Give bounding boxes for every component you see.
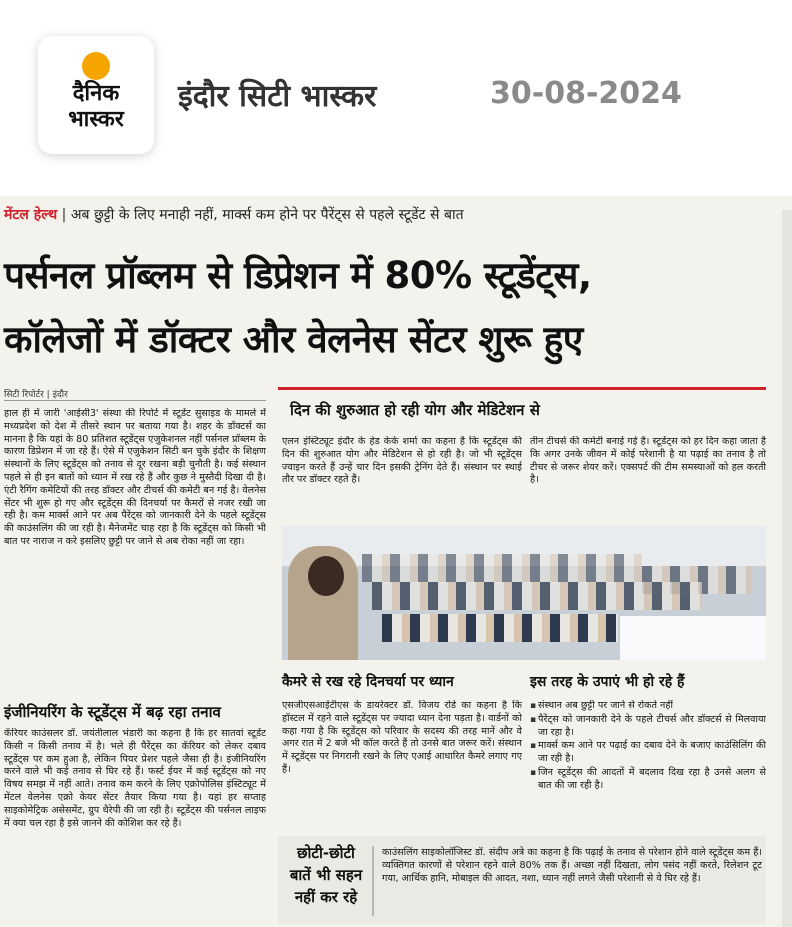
article-body-allen: एलन इंस्टिट्यूट इंदौर के हेड केके शर्मा का कहना है कि स्टूडेंट्स की दिन की शुरुआत योग और मेडिटेशन से हो रही है। जो भी स्टूडेंट्स ज्वाइन करते हैं उन्हें चार दिन इसकी ट्रेनिंग देते हैं। संस्थान पर स्थाई तौर पर डॉक्टर रहते हैं। [282,436,522,486]
quote-title-line-2: बातें भी सहन [289,866,363,884]
headline-line-1: पर्सनल प्रॉब्लम से डिप्रेशन में 80% स्टूडेंट्स, [4,254,592,297]
logo-text-line1: दैनिक [72,81,120,106]
byline: सिटी रिपोर्टर | इंदौर [4,390,68,400]
byline-divider [4,400,266,401]
list-item: ▪ संस्थान अब छुट्टी पर जाने से रोकते नहीं [530,700,766,713]
students-row [362,554,642,582]
article-body-engineering: कॅरियर काउंसलर डॉ. जयंतीलाल भंडारी का कहना है कि हर सातवां स्टूडेंट किसी न किसी तनाव में है। भले ही पैरेंट्स का कॅरियर को लेकर दबाव स्टूडेंट्स पर कम हुआ है, लेकिन पियर प्रेशर पहले जैसा ही है। इंजीनियरिंग करने वाले भी कई तनाव से घिर रहे हैं। फर्स्ट ईयर में कई स्टूडेंट्स को नए विषय समझ में नहीं आते। तनाव कम करने के लिए एक्रोपोलिस इंस्टिट्यूट में मेंटल वेलनेस एक्रो केयर सेंटर तैयार किया गया है। यहां हर सप्ताह साइकोमेट्रिक असेसमेंट, ग्रुप थैरेपी की जा रही है। स्टूडेंट्स की पर्सनल लाइफ में क्या चल रहा है इसे जानने की कोशिश कर रहे हैं। [4,728,266,829]
dainik-bhaskar-logo[interactable] [38,36,154,154]
box-title: दिन की शुरुआत हो रही योग और मेडिटेशन से [290,401,540,419]
instructor-head [308,556,344,596]
page-edge [782,210,792,927]
logo-text-line2: भास्कर [68,107,124,132]
quote-divider [372,846,374,916]
list-item: ▪ पैरेंट्स को जानकारी देने के पहले टीचर्स और डॉक्टर्स से मिलवाया जा रहा है। [530,714,766,740]
kicker-separator: | [61,207,67,223]
quote-title-line-1: छोटी-छोटी [297,844,355,862]
list-item: ▪ जिन स्टूडेंट्स की आदतों में बदलाव दिख रहा है उनसे अलग से बात की जा रही है। [530,767,766,793]
edition-date: 30-08-2024 [490,76,682,111]
subheading-camera: कैमरे से रख रहे दिनचर्या पर ध्यान [282,674,454,690]
list-item: ▪ मार्क्स कम आने पर पढ़ाई का दबाव देने के बजाए काउंसिलिंग की जा रही है। [530,740,766,766]
app-header [0,0,792,188]
sun-logo-icon [82,52,110,80]
classroom-photo [282,526,766,660]
article-body-intro: हाल ही में जारी 'आईसी3' संस्था की रिपोर्ट में स्टूडेंट सुसाइड के मामले में मध्यप्रदेश को देश में तीसरे स्थान पर बताया गया है। शहर के डॉक्टर्स का मानना है कि यहां के 80 प्रतिशत स्टूडेंट्स एजुकेशनल नहीं पर्सनल प्रॉब्लम के कारण डिप्रेशन में जा रहे हैं। ऐसे में एजुकेशन सिटी बन चुके इंदौर के शिक्षण संस्थानों के लिए स्टूडेंट्स को तनाव से दूर रखना बड़ी चुनौती है। कई संस्थान पहले से ही इन बातों को ध्यान में रख रहे हैं और कुछ ने मुस्तैदी दिखा दी है। एंटी रैगिंग कमेटियों की तरह डॉक्टर और टीचर्स की कमेटी बन गई है। वेलनेस सेंटर भी शुरू हो गए और स्टूडेंट्स की दिनचर्या पर कैमरों से नजर रखी जा रही है। कम मार्क्स आने पर अब पैरेंट्स को जानकारी देने के पहले स्टूडेंट्स की काउंसलिंग की जा रही है। मैनेजमेंट चाह रहा है कि स्टूडेंट्स को किसी भी बात पर नाराज न करे इसलिए छुट्टी पर जाने से अब रोका नहीं जा रहा। [4,408,266,547]
subheading-measures: इस तरह के उपाएं भी हो रहे हैं [530,674,685,690]
kicker-text: अब छुट्टी के लिए मनाही नहीं, मार्क्स कम होने पर पैरेंट्स से पहले स्टूडेंट से बात [70,207,464,223]
quote-title-line-3: नहीं कर रहे [294,888,358,906]
instructor-figure [288,546,358,660]
students-row [382,614,618,642]
quote-body: काउंसलिंग साइकोलॉजिस्ट डॉ. संदीप अत्रे का कहना है कि पढ़ाई के तनाव से परेशान होने वाले स्टूडेंट्स कम हैं। व्यक्तिगत कारणों से परेशान रहने वाले 80% तक हैं। अच्छा नहीं दिखता, लोग पसंद नहीं करते, रिलेशन टूट गया, आर्थिक हानि, मोबाइल की आदत, नशा, ध्यान नहीं लगने जैसी परेशानी से वे घिर रहे हैं। [382,847,762,884]
article-kicker [4,205,464,224]
subheading-engineering: इंजीनियरिंग के स्टूडेंट्स में बढ़ रहा तनाव [4,703,221,721]
headline-line-2: कॉलेजों में डॉक्टर और वेलनेस सेंटर शुरू हुए [4,318,583,361]
edition-name: इंदौर सिटी भास्कर [178,79,377,114]
students-row [372,582,702,610]
whiteboard [620,616,766,660]
article-body-sgsits: एसजीएसआईटीएस के डायरेक्टर डॉ. विजय रोडे का कहना है कि हॉस्टल में रहने वाले स्टूडेंट्स पर ज्यादा ध्यान देना पड़ता है। वार्डनों को कहा गया है कि स्टूडेंट्स को परिवार के सदस्य की तरह मानें और वे अगर रात में 2 बजे भी कॉल करते हैं तो उनसे बात जरूर करें। संस्थान में स्टूडेंट्स पर निगरानी रखने के लिए एआई आधारित कैमरे लगाए गए हैं। [282,700,522,775]
kicker-tag: मेंटल हेल्थ [4,207,58,223]
article-body-committee: तीन टीचर्स की कमेटी बनाई गई है। स्टूडेंट्स को हर दिन कहा जाता है कि अगर उनके जीवन में कोई परेशानी है या पढ़ाई का तनाव है तो टीचर से जरूर शेयर करें। एक्सपर्ट की टीम समस्याओं को हल करती है। [530,436,766,486]
measures-list [530,700,766,826]
